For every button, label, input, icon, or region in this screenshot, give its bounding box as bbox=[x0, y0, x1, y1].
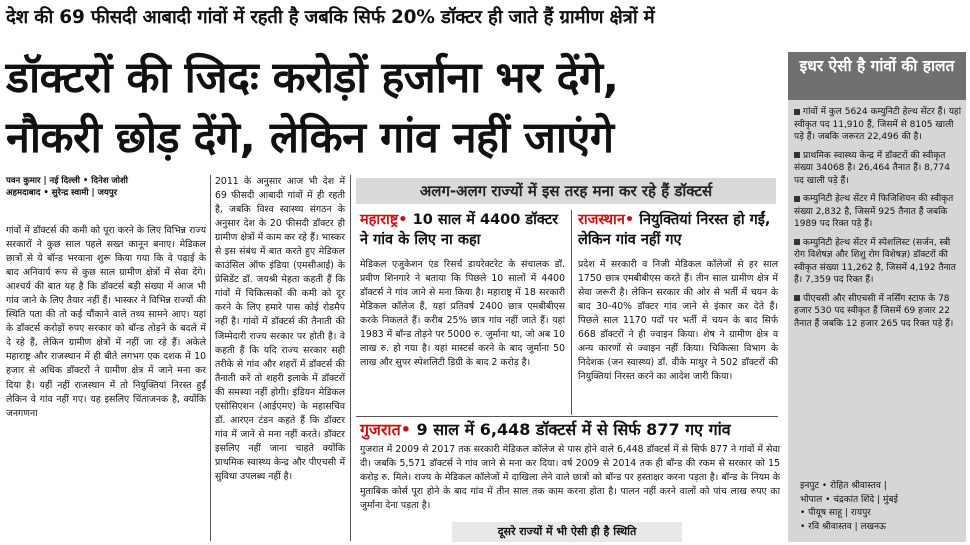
gujarat-headline bbox=[360, 420, 780, 440]
box-vertical-divider bbox=[571, 210, 572, 415]
headline bbox=[6, 48, 782, 168]
sidebar-item bbox=[794, 150, 962, 188]
sidebar-item-text: पीएचसी और सीएचसी में नर्सिंग स्टाफ के 78 हजार 530 पद स्वीकृत हैं जिसमें 69 हजार 22 तैनात हैं जबकि 12 हजार 265 पद रिक्त पड़े हैं। bbox=[794, 293, 954, 329]
credit-line: • रवि श्रीवास्तव | लखनऊ bbox=[800, 521, 886, 532]
box-horizontal-divider bbox=[356, 416, 778, 417]
maharashtra-text: मेडिकल एजुकेशन एंड रिसर्च डायरेक्टरेट के संचालक डॉ. प्रवीण शिनगारे ने बताया कि पिछले 10 सालों में 4400 डॉक्टर्स ने गांव जाने से मना किया है। महाराष्ट्र में 18 सरकारी मेडिकल कॉलेज हैं, यहां प्रतिवर्ष 2400 छात्र एमबीबीएस करके निकलते हैं। करीब 25% छात्र गांव नहीं जाते हैं। यहां 1983 में बॉन्ड तोड़ने पर 5000 रु. जुर्माना था, जो अब 10 लाख रु. हो गया है। यहां मास्टर्स करने के बाद जुर्माना 50 लाख और सुपर स्पेशलिटी डिग्री के बाद 2 करोड़ है। bbox=[360, 259, 565, 369]
bullet-icon bbox=[794, 109, 800, 115]
credit-line: • पीयूष साहू | रायपुर bbox=[800, 508, 871, 518]
kicker: देश की 69 फीसदी आबादी गांवों में रहती है जबकि सिर्फ 20% डॉक्टर ही जाते हैं ग्रामीण क्षेत्रों में bbox=[6, 7, 655, 28]
bullet-icon bbox=[794, 239, 800, 245]
bullet-icon bbox=[794, 295, 800, 301]
headline-line-2: नौकरी छोड़ देंगे, लेकिन गांव नहीं जाएंगे bbox=[6, 113, 614, 163]
column-divider bbox=[210, 175, 211, 541]
byline-line-2: अहमदाबाद • सुरेन्द्र स्वामी | जयपुर bbox=[6, 188, 118, 198]
sidebar-item bbox=[794, 293, 962, 331]
body-column-1: गांवों में डॉक्टर्स की कमी को पूरा करने के लिए विभिन्न राज्य सरकारों ने कुछ साल पहले सख्त कानून बनाए। मेडिकल छात्रों से ये बॉन्ड भरवाना शुरू किया गया कि वे पढ़ाई के बाद अनिवार्य रूप से कुछ साल ग्रामीण क्षेत्रों में सेवा देंगे। आश्चर्य की बात यह है कि डॉक्टर्स बड़ी संख्या में आज भी गांव जाने के लिए तैयार नहीं हैं। भास्कर ने विभिन्न राज्यों की स्थिति पता की तो कई चौंकाने वाले तथ्य सामने आए। यहां के डॉक्टर्स करोड़ों रुपए सरकार को बॉन्ड तोड़ने के बदले में दे रहे हैं, लेकिन ग्रामीण क्षेत्रों में नहीं जा रहे हैं। अकेले महाराष्ट्र और राजस्थान में ही बीते लगभग एक दशक में 10 हजार से अधिक डॉक्टरों ने ग्रामीण क्षेत्र में जाने मना कर दिया है। यहीं नहीं राजस्थान में तो नियुक्तियां निरस्त हुईं लेकिन वे गांव नहीं गए। यह इसलिए चिंताजनक है, क्योंकि जनगणना bbox=[6, 225, 206, 419]
gujarat-text: गुजरात में 2009 से 2017 तक सरकारी मेडिकल कॉलेज से पास होने वाले 6,448 डॉक्टर्स में से सिर्फ 877 ने गांवों में सेवा दी। जबकि 5,571 डॉक्टर्स ने गांव जाने से मना कर दिया। वर्ष 2009 से 2014 तक ही बॉन्ड की रकम से सरकार को 15 करोड़ रु. मिले। राज्य के मेडिकल कॉलेजों में दाखिला लेने वाले छात्रों को बॉन्ड पर हस्ताक्षर करना पड़ता है। बॉन्ड के नियम के मुताबिक कोर्स पूरा होने के बाद गांव में तीन साल तक काम करना होता है। पालन नहीं करने वालों को पांच लाख रुपए का जुर्माना देना पड़ता है। bbox=[360, 444, 780, 512]
sidebar-list bbox=[794, 106, 962, 336]
separator-dot: • bbox=[400, 420, 411, 439]
sidebar-item bbox=[794, 237, 962, 287]
separator-dot: • bbox=[624, 212, 635, 228]
byline bbox=[6, 175, 206, 199]
gujarat-headline-text: 9 साल में 6,448 डॉक्टर्स में से सिर्फ 877 गए गांव bbox=[416, 420, 731, 439]
maharashtra-state-label: महाराष्ट्र bbox=[360, 212, 399, 228]
body-column-2: 2011 के अनुसार आज भी देश में 69 फीसदी आबादी गांवों में ही रहती है, जबकि विश्व स्वास्थ्य संगठन के अनुसार देश के 20 फीसदी डॉक्टर ही ग्रामीण क्षेत्रों में काम कर रहे हैं। भास्कर से इस संबंध में बात करते हुए मेडिकल काउंसिल ऑफ इंडिया (एमसीआई) के प्रेसिडेंट डॉ. जयश्री मेहता कहती हैं कि गांवों में चिकित्सकों की कमी को दूर करने के लिए हमारे पास कोई रोडमैप नहीं है। गांवों में डॉक्टर्स की तैनाती की जिम्मेदारी राज्य सरकार पर होती है। वे कहती हैं कि यदि राज्य सरकार सही तरीके से गांव और शहरों में डॉक्टर्स की तैनाती करें तो शहरी इलाके में डॉक्टरों की समस्या नहीं होगी। इंडियन मेडिकल एसोसिएशन (आईएमए) के महासचिव डॉ. आरएन टंडन कहते हैं कि डॉक्टर गांव में जाने से मना नहीं करते। डॉक्टर इसलिए नहीं जाना चाहते क्योंकि प्राथमिक स्वास्थ्य केन्द्र और पीएचसी में सुविधा उपलब्ध नहीं है। bbox=[215, 176, 345, 482]
sidebar-item-text: कम्युनिटी हेल्थ सेंटर में स्पेशलिस्ट (सर्जन, स्त्री रोग विशेषज्ञ और शिशु रोग विशेषज्ञ) डॉक्टरों की स्वीकृत संख्या 11,262 है, जिसमें 4,192 तैनात हैं। 7,359 पद रिक्त हैं। bbox=[794, 237, 956, 285]
rajasthan-text: प्रदेश में सरकारी व निजी मेडिकल कॉलेजों से हर साल 1750 छात्र एमबीबीएस करते हैं। तीन साल ग्रामीण क्षेत्र में सेवा जरूरी है। लेकिन सरकार की ओर से भर्ती में चयन के बाद 30-40% डॉक्टर गांव जाने से इंकार कर देते हैं। पिछले साल 1170 पदों पर भर्ती में चयन के बाद सिर्फ 668 डॉक्टरों ने ही ज्वाइन किया। शेष ने ग्रामीण क्षेत्र व अन्य कारणों से ज्वाइन नहीं किया। चिकित्सा विभाग के निदेशक (जन स्वास्थ्य) डॉ. वीके माथुर ने 502 डॉक्टरों की नियुक्तियां निरस्त करने का आदेश जारी किया। bbox=[578, 259, 778, 383]
sidebar-item-text: गांवों में कुल 5624 कम्युनिटी हेल्थ सेंटर हैं। यहां स्वीकृत पद 11,910 हैं, जिसमें से 8105 खाली पड़े हैं। जबकि जरूरत 22,496 की है। bbox=[794, 107, 962, 142]
rajasthan-state-label: राजस्थान bbox=[578, 212, 625, 228]
sidebar-item-text: कम्युनिटी हेल्थ सेंटर में फिजिशियन की स्वीकृत संख्या 2,832 है, जिसमें 925 तैनात हैं जबकि 1989 पद रिक्त पड़े हैं। bbox=[794, 194, 954, 229]
credit-line: भोपाल • चंद्रकांत शिंदे | मुंबई bbox=[800, 494, 898, 505]
maharashtra-headline bbox=[360, 210, 565, 250]
box-footer: दूसरे राज्यों में भी ऐसी ही है स्थिति bbox=[452, 522, 682, 542]
column-divider bbox=[350, 175, 351, 541]
bullet-icon bbox=[794, 196, 800, 202]
bullet-icon bbox=[794, 152, 800, 158]
gujarat-state-label: गुजरात bbox=[360, 420, 401, 439]
credit-line: इनपुट • रोहित श्रीवास्तव | bbox=[800, 481, 887, 491]
headline-line-1: डॉक्टरों की जिदः करोड़ों हर्जाना भर देंगे, bbox=[6, 53, 619, 103]
sidebar-title: इधर ऐसी है गांवों की हालत bbox=[788, 52, 966, 100]
sidebar-item-text: प्राथमिक स्वास्थ्य केन्द्र में डॉक्टरों की स्वीकृत संख्या 34068 है। 26,464 तैनात हैं। 8,774 पद खाली पड़े हैं। bbox=[794, 150, 950, 186]
box-heading: अलग-अलग राज्यों में इस तरह मना कर रहे हैं डॉक्टर्स bbox=[356, 178, 776, 204]
separator-dot: • bbox=[398, 212, 408, 228]
maharashtra-headline-text: 10 साल में 4400 डॉक्टर ने गांव के लिए ना कहा bbox=[360, 212, 559, 248]
sidebar-item bbox=[794, 106, 962, 144]
sidebar-item bbox=[794, 193, 962, 231]
rajasthan-headline bbox=[578, 210, 778, 250]
byline-line-1: पवन कुमार | नई दिल्ली • दिनेश जोशी bbox=[6, 176, 128, 186]
sidebar-credits bbox=[800, 480, 965, 534]
rajasthan-headline-text: नियुक्तियां निरस्त हो गईं, लेकिन गांव नहीं गए bbox=[578, 212, 771, 248]
